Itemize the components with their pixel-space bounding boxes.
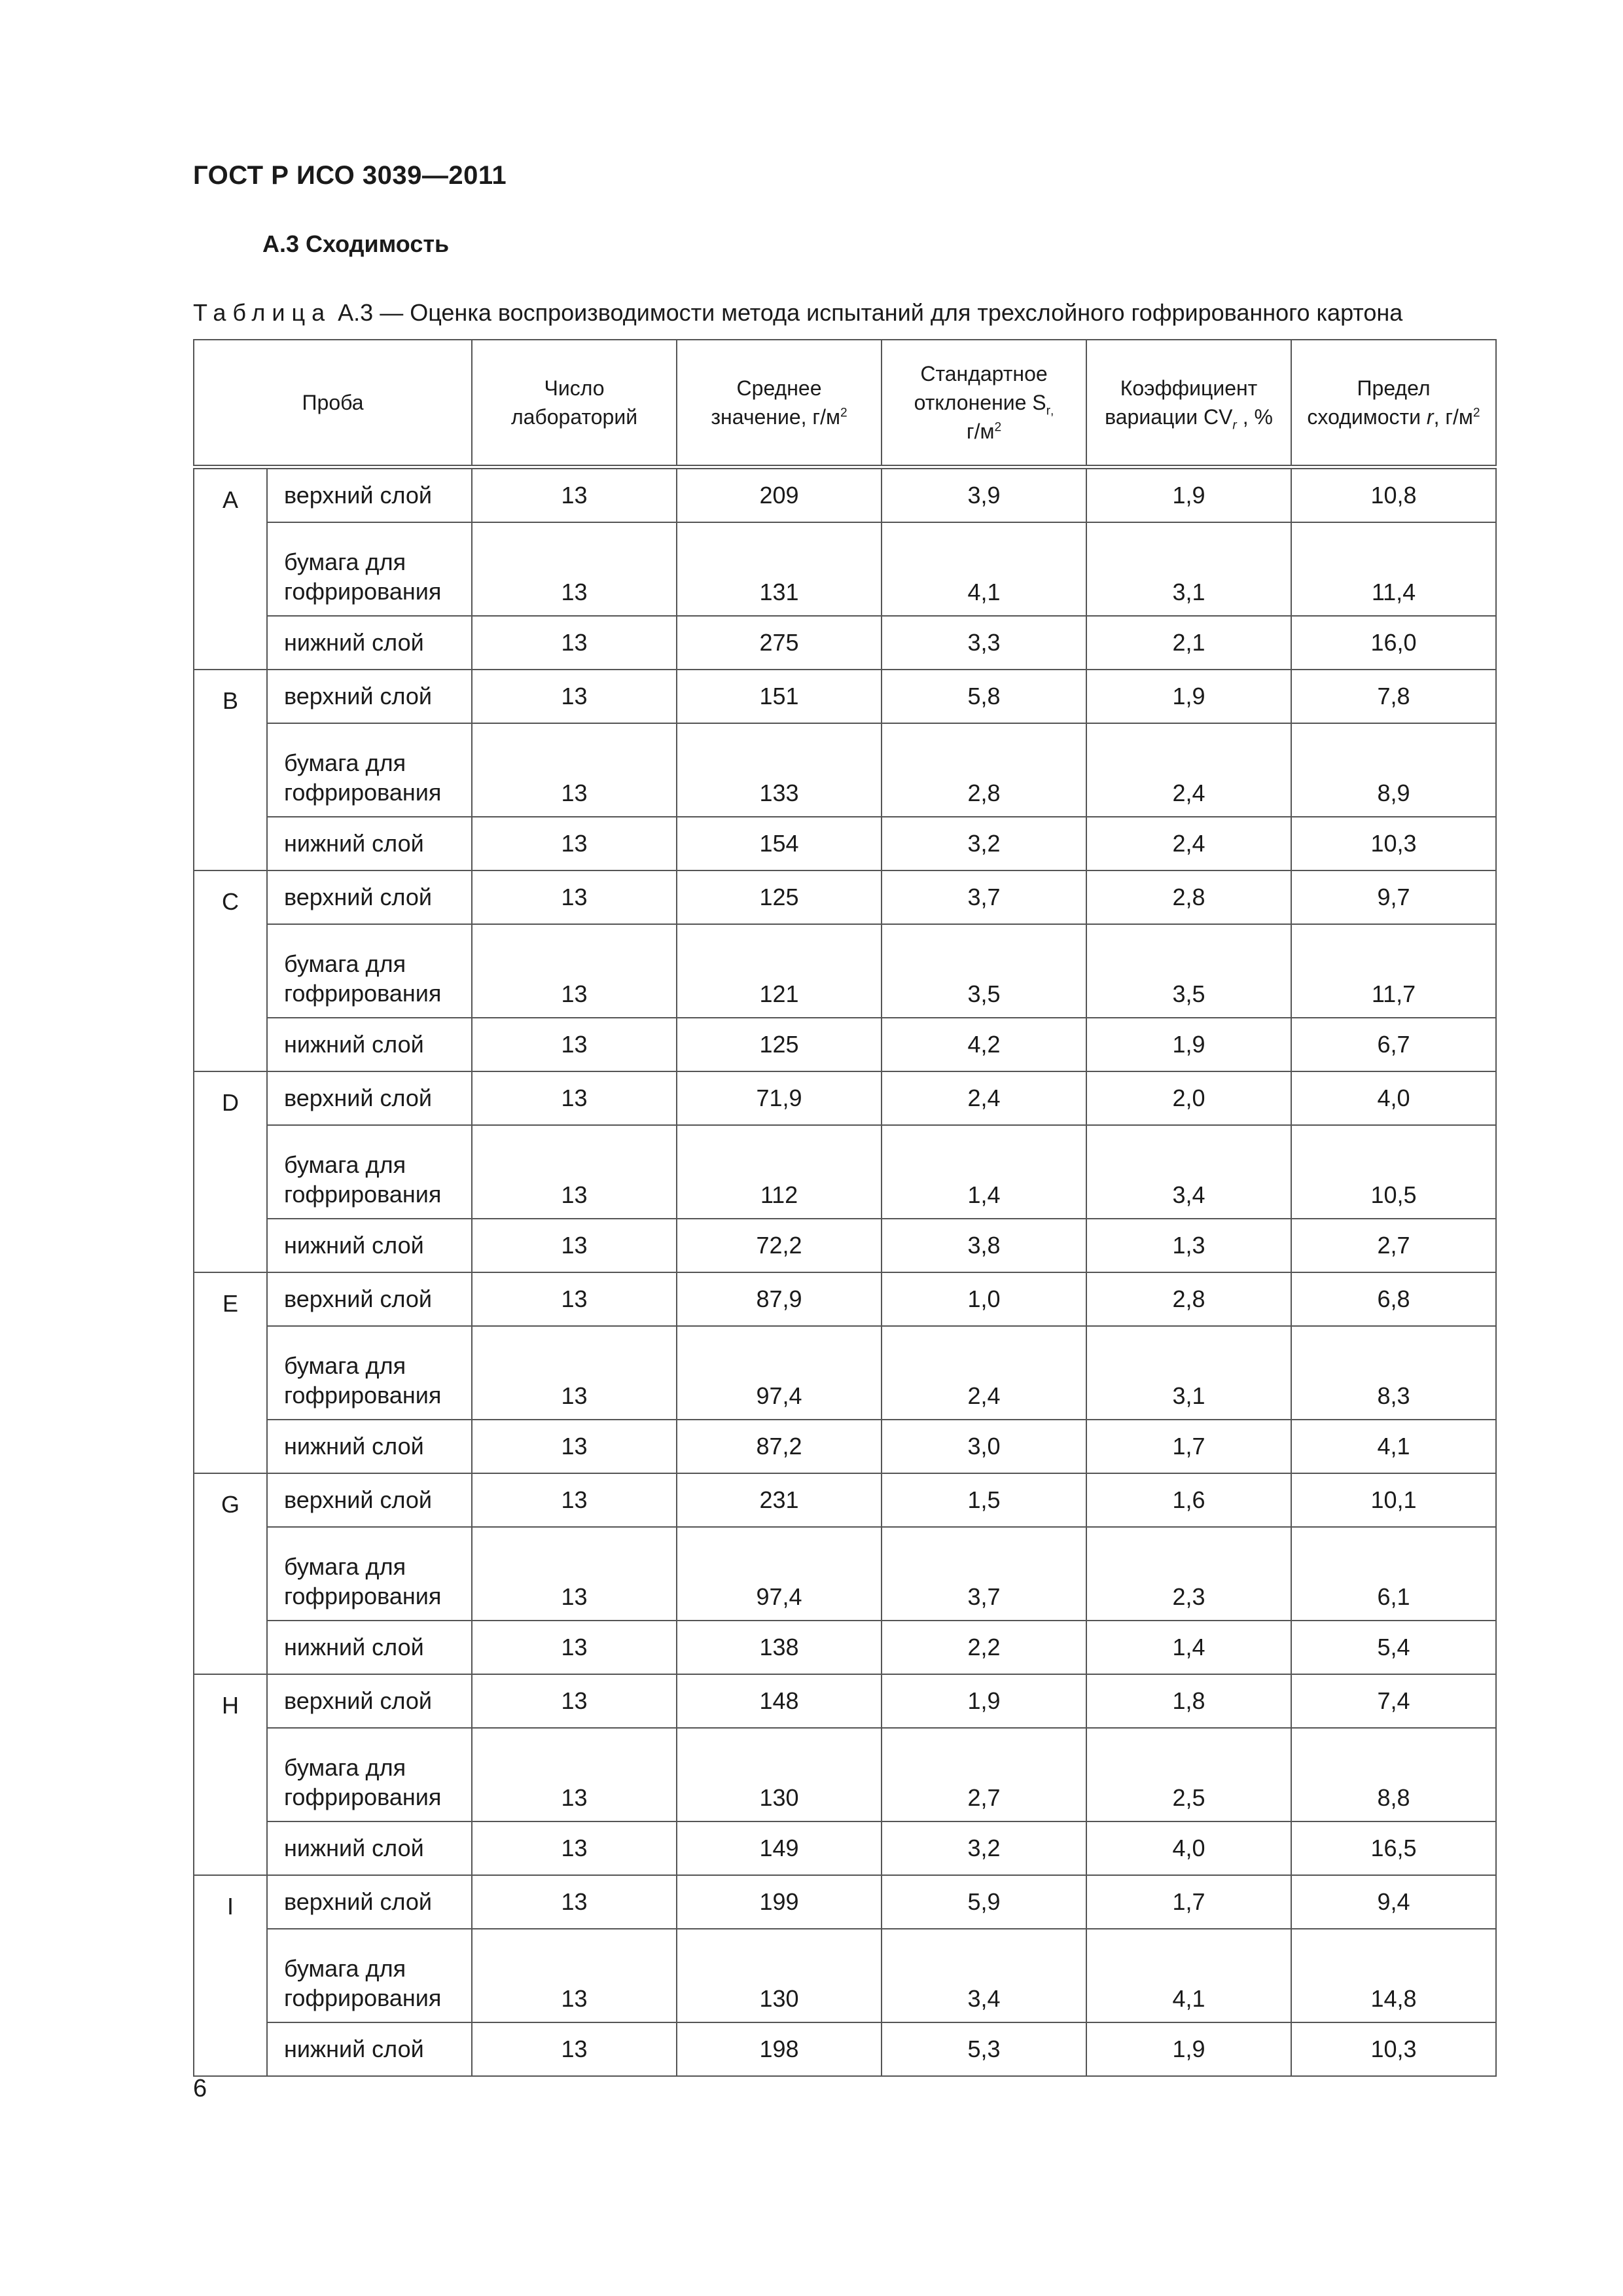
cell-sd: 5,9 <box>882 1875 1086 1929</box>
cell-sd: 3,0 <box>882 1420 1086 1473</box>
cell-labs: 13 <box>472 1125 677 1219</box>
cell-sd: 3,7 <box>882 870 1086 924</box>
table-row <box>194 1621 1496 1674</box>
cell-sd: 3,2 <box>882 1821 1086 1875</box>
cell-limit: 16,5 <box>1291 1821 1496 1875</box>
cell-cv: 2,4 <box>1086 817 1291 870</box>
cell-sd: 2,4 <box>882 1326 1086 1420</box>
table-row <box>194 723 1496 817</box>
cell-cv: 3,4 <box>1086 1125 1291 1219</box>
layer-name-text: нижний слой <box>284 2036 424 2062</box>
cell-sd: 1,4 <box>882 1125 1086 1219</box>
cell-cv: 1,9 <box>1086 2022 1291 2076</box>
cell-limit: 4,0 <box>1291 1071 1496 1125</box>
cell-sd: 4,2 <box>882 1018 1086 1071</box>
cell-labs: 13 <box>472 1527 677 1621</box>
layer-name <box>267 1875 472 1929</box>
cell-limit: 9,4 <box>1291 1875 1496 1929</box>
cell-labs: 13 <box>472 467 677 523</box>
cell-mean: 231 <box>677 1473 882 1527</box>
cell-limit: 7,4 <box>1291 1674 1496 1728</box>
cell-cv: 2,5 <box>1086 1728 1291 1821</box>
table-row <box>194 870 1496 924</box>
cell-labs: 13 <box>472 670 677 723</box>
cell-mean: 131 <box>677 522 882 616</box>
cell-cv: 1,8 <box>1086 1674 1291 1728</box>
cell-cv: 4,0 <box>1086 1821 1291 1875</box>
cell-sd: 5,3 <box>882 2022 1086 2076</box>
cell-labs: 13 <box>472 522 677 616</box>
cell-limit: 11,4 <box>1291 522 1496 616</box>
cell-mean: 198 <box>677 2022 882 2076</box>
table-row <box>194 1728 1496 1821</box>
cell-sd: 1,0 <box>882 1272 1086 1326</box>
cell-mean: 149 <box>677 1821 882 1875</box>
layer-name-text: верхний слой <box>284 1486 433 1513</box>
table-caption <box>193 299 1402 327</box>
layer-name-text: гофрирования <box>284 1382 442 1408</box>
cell-sd: 4,1 <box>882 522 1086 616</box>
layer-name <box>267 1420 472 1473</box>
header-mean: Среднее значение, $г/м^2$ <box>677 340 882 467</box>
table-row <box>194 924 1496 1018</box>
section-title: А.3 Сходимость <box>262 230 450 257</box>
cell-labs: 13 <box>472 870 677 924</box>
header-repeatability-limit: Предел сходимости r, $г/м^2$ <box>1291 340 1496 467</box>
cell-mean: 125 <box>677 1018 882 1071</box>
cell-sd: 5,8 <box>882 670 1086 723</box>
cell-limit: 6,7 <box>1291 1018 1496 1071</box>
repeatability-table <box>193 339 1497 2077</box>
table-row <box>194 2022 1496 2076</box>
cell-cv: 1,9 <box>1086 670 1291 723</box>
layer-name-text: верхний слой <box>284 1888 433 1915</box>
table-row <box>194 1527 1496 1621</box>
cell-labs: 13 <box>472 1326 677 1420</box>
layer-name <box>267 1071 472 1125</box>
cell-limit: 10,3 <box>1291 817 1496 870</box>
table-row <box>194 1674 1496 1728</box>
sample-label: G <box>194 1473 267 1674</box>
sample-label: H <box>194 1674 267 1875</box>
layer-name <box>267 817 472 870</box>
layer-name <box>267 616 472 670</box>
layer-name-text: бумага для <box>284 749 406 776</box>
layer-name <box>267 1272 472 1326</box>
layer-name-text: гофрирования <box>284 1784 442 1810</box>
page-number: 6 <box>193 2075 207 2102</box>
header-cv: Коэффициент вариации $CV_r$ , % <box>1086 340 1291 467</box>
table-row <box>194 1125 1496 1219</box>
cell-limit: 6,8 <box>1291 1272 1496 1326</box>
cell-sd: 2,4 <box>882 1071 1086 1125</box>
cell-labs: 13 <box>472 723 677 817</box>
layer-name <box>267 670 472 723</box>
layer-name-text: верхний слой <box>284 1085 433 1111</box>
table-row <box>194 1272 1496 1326</box>
cell-sd: 1,5 <box>882 1473 1086 1527</box>
layer-name-text: нижний слой <box>284 1634 424 1660</box>
cell-limit: 10,1 <box>1291 1473 1496 1527</box>
layer-name-text: бумага для <box>284 548 406 575</box>
layer-name-text: нижний слой <box>284 1433 424 1460</box>
layer-name <box>267 2022 472 2076</box>
cell-cv: 1,9 <box>1086 467 1291 523</box>
table-header-row <box>194 340 1496 467</box>
layer-name <box>267 467 472 523</box>
table-row <box>194 1018 1496 1071</box>
layer-name <box>267 924 472 1018</box>
table-row <box>194 522 1496 616</box>
table-row <box>194 1420 1496 1473</box>
cell-limit: 4,1 <box>1291 1420 1496 1473</box>
layer-name-text: бумага для <box>284 1955 406 1982</box>
layer-name <box>267 1621 472 1674</box>
layer-name <box>267 522 472 616</box>
cell-limit: 10,3 <box>1291 2022 1496 2076</box>
layer-name <box>267 1527 472 1621</box>
cell-sd: 3,8 <box>882 1219 1086 1272</box>
cell-limit: 6,1 <box>1291 1527 1496 1621</box>
cell-sd: 3,5 <box>882 924 1086 1018</box>
cell-cv: 1,6 <box>1086 1473 1291 1527</box>
cell-mean: 209 <box>677 467 882 523</box>
cell-mean: 87,9 <box>677 1272 882 1326</box>
layer-name <box>267 1326 472 1420</box>
cell-labs: 13 <box>472 616 677 670</box>
cell-limit: 8,8 <box>1291 1728 1496 1821</box>
cell-cv: 2,0 <box>1086 1071 1291 1125</box>
table-row <box>194 1875 1496 1929</box>
header-std-dev: Стандартное отклонение $S_{r,}$ $г/м^2$ <box>882 340 1086 467</box>
cell-mean: 72,2 <box>677 1219 882 1272</box>
cell-cv: 1,9 <box>1086 1018 1291 1071</box>
layer-name <box>267 1473 472 1527</box>
sample-label: A <box>194 467 267 670</box>
cell-labs: 13 <box>472 1621 677 1674</box>
table-row <box>194 1219 1496 1272</box>
cell-labs: 13 <box>472 1420 677 1473</box>
cell-limit: 10,5 <box>1291 1125 1496 1219</box>
cell-cv: 1,3 <box>1086 1219 1291 1272</box>
document-header: ГОСТ Р ИСО 3039—2011 <box>193 161 507 190</box>
cell-sd: 1,9 <box>882 1674 1086 1728</box>
cell-sd: 3,4 <box>882 1929 1086 2022</box>
cell-mean: 87,2 <box>677 1420 882 1473</box>
table-row <box>194 817 1496 870</box>
cell-cv: 2,1 <box>1086 616 1291 670</box>
sample-label: I <box>194 1875 267 2076</box>
cell-cv: 2,8 <box>1086 1272 1291 1326</box>
cell-labs: 13 <box>472 1219 677 1272</box>
cell-mean: 148 <box>677 1674 882 1728</box>
cell-sd: 2,8 <box>882 723 1086 817</box>
layer-name <box>267 1929 472 2022</box>
cell-cv: 1,7 <box>1086 1420 1291 1473</box>
cell-labs: 13 <box>472 1272 677 1326</box>
cell-sd: 3,3 <box>882 616 1086 670</box>
layer-name-text: верхний слой <box>284 884 433 910</box>
layer-name-text: верхний слой <box>284 482 433 509</box>
cell-mean: 154 <box>677 817 882 870</box>
layer-name-text: гофрирования <box>284 779 442 806</box>
cell-sd: 3,9 <box>882 467 1086 523</box>
table-body <box>194 467 1496 2077</box>
layer-name-text: бумага для <box>284 1754 406 1781</box>
cell-mean: 130 <box>677 1728 882 1821</box>
table-caption-text: А.3 — Оценка воспроизводимости метода испытаний для трехслойного гофрированного картона <box>331 299 1403 326</box>
table-row <box>194 616 1496 670</box>
table-row <box>194 467 1496 523</box>
layer-name-text: гофрирования <box>284 1181 442 1208</box>
cell-limit: 10,8 <box>1291 467 1496 523</box>
cell-labs: 13 <box>472 1473 677 1527</box>
layer-name <box>267 1821 472 1875</box>
sample-label: E <box>194 1272 267 1473</box>
cell-labs: 13 <box>472 2022 677 2076</box>
cell-mean: 133 <box>677 723 882 817</box>
sample-label: D <box>194 1071 267 1272</box>
cell-labs: 13 <box>472 1674 677 1728</box>
cell-mean: 125 <box>677 870 882 924</box>
layer-name-text: гофрирования <box>284 980 442 1007</box>
cell-mean: 112 <box>677 1125 882 1219</box>
cell-labs: 13 <box>472 817 677 870</box>
table-row <box>194 1071 1496 1125</box>
layer-name-text: верхний слой <box>284 1285 433 1312</box>
table-row <box>194 1473 1496 1527</box>
cell-labs: 13 <box>472 1071 677 1125</box>
sample-label: C <box>194 870 267 1071</box>
cell-cv: 2,8 <box>1086 870 1291 924</box>
cell-cv: 3,5 <box>1086 924 1291 1018</box>
layer-name-text: нижний слой <box>284 629 424 656</box>
table-row <box>194 1929 1496 2022</box>
layer-name-text: нижний слой <box>284 1835 424 1861</box>
layer-name-text: бумага для <box>284 1352 406 1379</box>
cell-mean: 97,4 <box>677 1527 882 1621</box>
table-caption-prefix: Таблица <box>193 299 332 326</box>
layer-name-text: нижний слой <box>284 1232 424 1259</box>
cell-cv: 1,7 <box>1086 1875 1291 1929</box>
cell-sd: 2,2 <box>882 1621 1086 1674</box>
cell-limit: 8,3 <box>1291 1326 1496 1420</box>
cell-limit: 14,8 <box>1291 1929 1496 2022</box>
cell-cv: 3,1 <box>1086 522 1291 616</box>
layer-name <box>267 723 472 817</box>
layer-name <box>267 1018 472 1071</box>
layer-name-text: бумага для <box>284 1553 406 1580</box>
header-labs: Число лабораторий <box>472 340 677 467</box>
layer-name <box>267 1674 472 1728</box>
layer-name <box>267 1125 472 1219</box>
cell-mean: 121 <box>677 924 882 1018</box>
cell-labs: 13 <box>472 924 677 1018</box>
layer-name <box>267 870 472 924</box>
table-row <box>194 1326 1496 1420</box>
cell-labs: 13 <box>472 1821 677 1875</box>
cell-cv: 2,3 <box>1086 1527 1291 1621</box>
layer-name <box>267 1219 472 1272</box>
header-sample: Проба <box>194 340 472 467</box>
cell-limit: 16,0 <box>1291 616 1496 670</box>
cell-sd: 3,7 <box>882 1527 1086 1621</box>
cell-labs: 13 <box>472 1929 677 2022</box>
layer-name-text: нижний слой <box>284 1031 424 1058</box>
cell-mean: 138 <box>677 1621 882 1674</box>
cell-cv: 4,1 <box>1086 1929 1291 2022</box>
cell-limit: 11,7 <box>1291 924 1496 1018</box>
cell-limit: 8,9 <box>1291 723 1496 817</box>
layer-name-text: верхний слой <box>284 1687 433 1714</box>
layer-name-text: гофрирования <box>284 1583 442 1609</box>
cell-labs: 13 <box>472 1728 677 1821</box>
layer-name-text: нижний слой <box>284 830 424 857</box>
cell-mean: 151 <box>677 670 882 723</box>
cell-sd: 2,7 <box>882 1728 1086 1821</box>
layer-name <box>267 1728 472 1821</box>
cell-labs: 13 <box>472 1875 677 1929</box>
sample-label: B <box>194 670 267 870</box>
layer-name-text: гофрирования <box>284 578 442 605</box>
cell-limit: 2,7 <box>1291 1219 1496 1272</box>
cell-limit: 9,7 <box>1291 870 1496 924</box>
layer-name-text: бумага для <box>284 1151 406 1178</box>
layer-name-text: бумага для <box>284 950 406 977</box>
cell-cv: 1,4 <box>1086 1621 1291 1674</box>
cell-mean: 130 <box>677 1929 882 2022</box>
cell-limit: 7,8 <box>1291 670 1496 723</box>
cell-mean: 199 <box>677 1875 882 1929</box>
layer-name-text: верхний слой <box>284 683 433 709</box>
cell-mean: 275 <box>677 616 882 670</box>
cell-mean: 97,4 <box>677 1326 882 1420</box>
cell-cv: 3,1 <box>1086 1326 1291 1420</box>
cell-sd: 3,2 <box>882 817 1086 870</box>
cell-cv: 2,4 <box>1086 723 1291 817</box>
table-row <box>194 670 1496 723</box>
cell-limit: 5,4 <box>1291 1621 1496 1674</box>
cell-labs: 13 <box>472 1018 677 1071</box>
table-row <box>194 1821 1496 1875</box>
cell-mean: 71,9 <box>677 1071 882 1125</box>
layer-name-text: гофрирования <box>284 1984 442 2011</box>
